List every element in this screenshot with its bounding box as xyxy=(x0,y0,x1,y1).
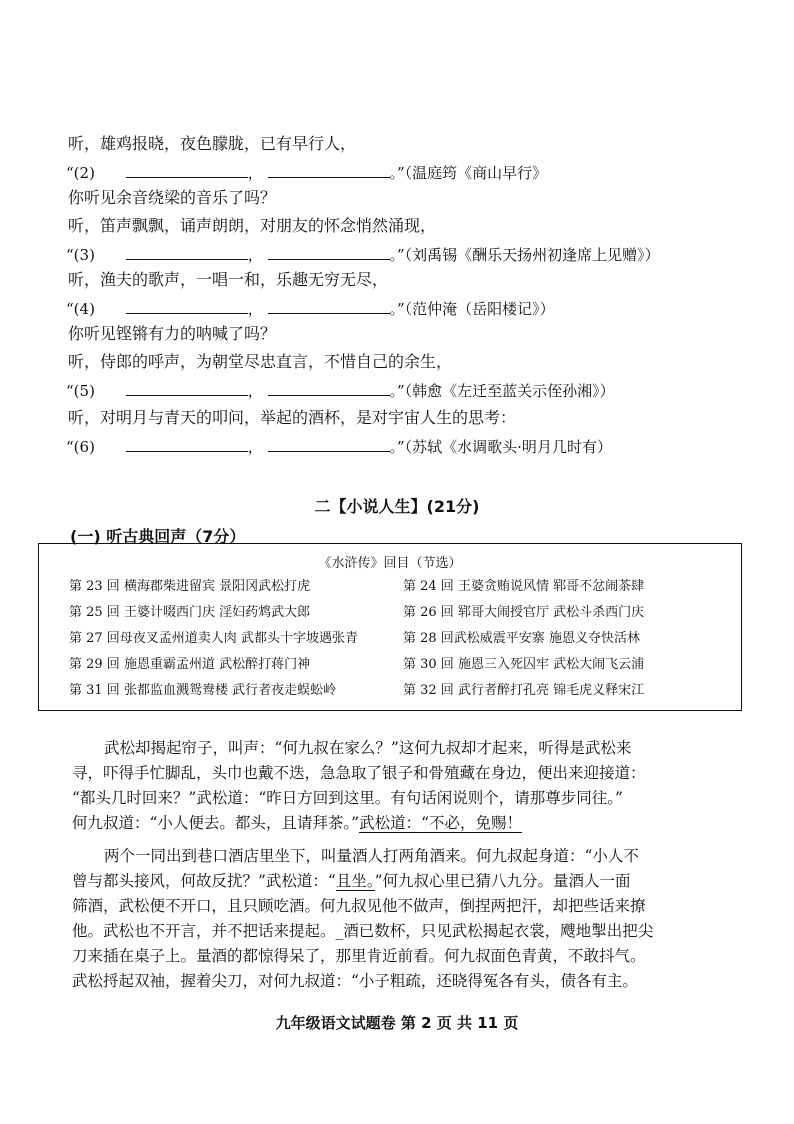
fill-blank-6 xyxy=(66,436,612,457)
chapter-left-4: 第 29 回 施恩重霸孟州道 武松醉打蒋门神 xyxy=(69,657,311,672)
passage-line: 武松捋起双袖，握着尖刀，对何九叔道：“小子粗疏，还晓得冤各有头，债各有主。 xyxy=(72,972,638,990)
source-2: 。”（温庭筠《商山早行》 xyxy=(389,164,548,182)
source-6: 。”（苏轼《水调歌头·明月几时有） xyxy=(389,438,612,456)
poem-line-4: 听，笛声飘飘，诵声朗朗，对朋友的怀念悄然涌现， xyxy=(68,216,437,235)
passage-text: ”何九叔心里已猜八九分。量酒人一面 xyxy=(374,872,631,890)
answer-blank-5b[interactable] xyxy=(268,380,390,396)
answer-blank-6b[interactable] xyxy=(268,436,390,452)
source-4: 。”（范仲淹（岳阳楼记》） xyxy=(389,300,555,318)
poem-line-3: 你听见余音绕梁的音乐了吗？ xyxy=(68,188,277,207)
chapter-left-5: 第 31 回 张都监血溅鸳鸯楼 武行者夜走蜈蚣岭 xyxy=(69,683,337,698)
chapter-right-3: 第 28 回武松威震平安寨 施恩义夺快活林 xyxy=(403,631,640,646)
passage-line: 他。武松也不开言，并不把话来提起。_酒已数杯，只见武松揭起衣裳，飕地掣出把尖 xyxy=(72,922,654,940)
answer-blank-3a[interactable] xyxy=(126,244,248,260)
underlined-text: 武松道：“不必，免赐！ xyxy=(359,814,523,832)
answer-blank-2b[interactable] xyxy=(268,162,390,178)
passage-text: 曾与都头接风，何故反扰？”武松道：“ xyxy=(72,872,336,890)
answer-blank-4b[interactable] xyxy=(268,298,390,314)
answer-blank-3b[interactable] xyxy=(268,244,390,260)
chapter-right-1: 第 24 回 王婆贪贿说风情 郓哥不忿闹茶肆 xyxy=(403,579,645,594)
blank-number-4: “(4) xyxy=(66,300,95,318)
chapter-table xyxy=(38,543,742,711)
poem-line-1: 听，雄鸡报晓，夜色朦胧，已有早行人， xyxy=(68,134,357,153)
subsection-title: (一) 听古典回声（7分） xyxy=(70,527,246,546)
fill-blank-4 xyxy=(66,298,555,319)
passage-line: 两个一同出到巷口酒店里坐下，叫量酒人打两角酒来。何九叔起身道：“小人不 xyxy=(104,847,639,865)
comma: ， xyxy=(247,300,263,318)
passage-line: 寻，吓得手忙脚乱，头巾也戴不迭，急急取了银子和骨殖藏在身边，便出来迎接道： xyxy=(72,764,646,782)
passage-line xyxy=(72,869,736,894)
blank-number-6: “(6) xyxy=(66,438,95,456)
poem-line-8: 你听见铿锵有力的呐喊了吗？ xyxy=(68,324,277,343)
comma: ， xyxy=(247,382,263,400)
answer-blank-6a[interactable] xyxy=(126,436,248,452)
chapter-right-5: 第 32 回 武行者醉打孔亮 锦毛虎义释宋江 xyxy=(403,683,645,698)
chapter-right-4: 第 30 回 施恩三入死囚牢 武松大闹飞云浦 xyxy=(403,657,645,672)
answer-blank-2a[interactable] xyxy=(126,162,248,178)
section-title: 二【小说人生】(21分) xyxy=(314,497,480,516)
passage-line xyxy=(72,811,736,836)
comma: ， xyxy=(247,438,263,456)
answer-blank-4a[interactable] xyxy=(126,298,248,314)
chapter-left-2: 第 25 回 王婆计啜西门庆 淫妇药鸩武大郎 xyxy=(69,605,311,620)
passage-paragraph-2 xyxy=(72,844,736,994)
fill-blank-3 xyxy=(66,244,660,265)
poem-line-11: 听，对明月与青天的叩问，举起的酒杯，是对宇宙人生的思考： xyxy=(68,408,517,427)
poem-line-6: 听，渔夫的歌声，一唱一和，乐趣无穷无尽， xyxy=(68,270,389,289)
table-caption: 《水浒传》回目（节选） xyxy=(318,556,462,571)
page-footer: 九年级语文试题卷 第 2 页 共 11 页 xyxy=(275,1014,519,1032)
blank-number-5: “(5) xyxy=(66,382,95,400)
fill-blank-5 xyxy=(66,380,615,401)
source-5: 。”（韩愈《左迁至蓝关示侄孙湘》） xyxy=(389,382,615,400)
passage-paragraph-1 xyxy=(72,736,736,836)
poem-line-9: 听，侍郎的呼声，为朝堂尽忠直言，不惜自己的余生， xyxy=(68,352,453,371)
passage-line: 筛酒，武松便不开口，且只顾吃酒。何九叔见他不做声，倒捏两把汗，却把些话来撩 xyxy=(72,897,646,915)
passage-line: 武松却揭起帘子，叫声：“何九叔在家么？”这何九叔却才起来，听得是武松来 xyxy=(104,739,632,757)
source-3: 。”（刘禹锡《酬乐天扬州初逢席上见赠》） xyxy=(389,246,660,264)
chapter-left-3: 第 27 回母夜叉孟州道卖人肉 武都头十字坡遇张青 xyxy=(69,631,358,646)
fill-blank-2 xyxy=(66,162,547,183)
blank-number-2: “(2) xyxy=(66,164,95,182)
chapter-right-2: 第 26 回 郓哥大闹授官厅 武松斗杀西门庆 xyxy=(403,605,645,620)
passage-line: “都头几时回来？”武松道：“昨日方回到这里。有句话闲说则个，请那尊步同往。” xyxy=(72,789,623,807)
underlined-text: 且坐。 xyxy=(335,872,375,890)
chapter-left-1: 第 23 回 横海郡柴进留宾 景阳冈武松打虎 xyxy=(69,579,311,594)
passage-text: 何九叔道：“小人便去。都头，且请拜茶。” xyxy=(72,814,360,832)
comma: ， xyxy=(247,246,263,264)
blank-number-3: “(3) xyxy=(66,246,95,264)
passage-line: 刀来插在桌子上。量酒的都惊得呆了，那里肯近前看。何九叔面色青黄，不敢抖气。 xyxy=(72,947,646,965)
answer-blank-5a[interactable] xyxy=(126,380,248,396)
comma: ， xyxy=(247,164,263,182)
